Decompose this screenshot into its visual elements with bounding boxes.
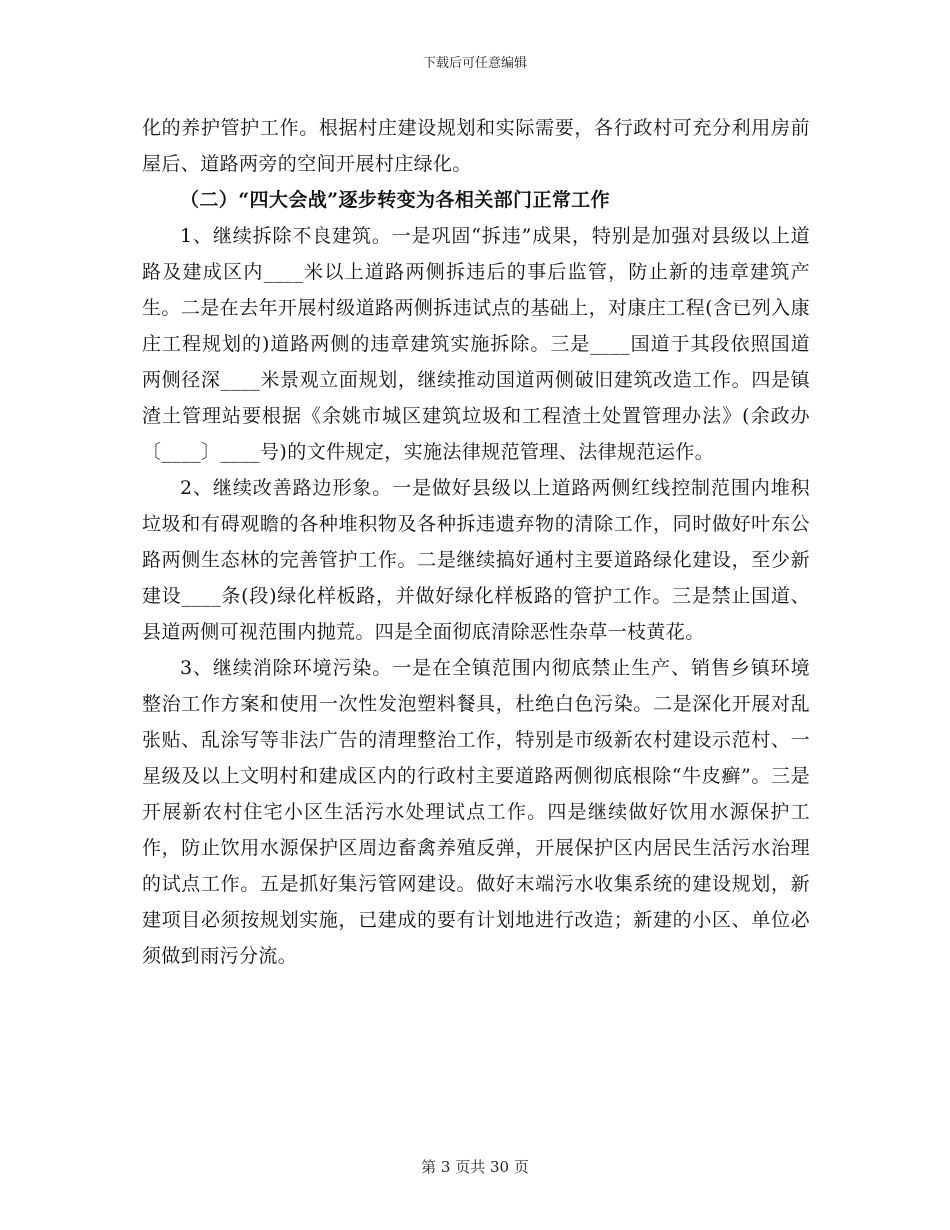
document-body — [142, 110, 810, 974]
paragraph-1: 1、继续拆除不良建筑。一是巩固“拆违”成果，特别是加强对县级以上道路及建成区内____米以上道路两侧拆违后的事后监管，防止新的违章建筑产生。二是在去年开展村级道路两侧拆违试点的基础上，对康庄工程(含已列入康庄工程规划的)道路两侧的违章建筑实施拆除。三是____国道于其段依照国道两侧径深____米景观立面规划，继续推动国道两侧破旧建筑改造工作。四是镇渣土管理站要根据《余姚市城区建筑垃圾和工程渣土处置管理办法》(余政办〔____〕____号)的文件规定，实施法律规范管理、法律规范运作。 — [142, 225, 810, 463]
page-footer: 第 3 页共 30 页 — [421, 1158, 529, 1176]
section-heading: （二）“四大会战”逐步转变为各相关部门正常工作 — [180, 189, 611, 211]
paragraph-3: 3、继续消除环境污染。一是在全镇范围内彻底禁止生产、销售乡镇环境整治工作方案和使用一次性发泡塑料餐具，杜绝白色污染。二是深化开展对乱张贴、乱涂写等非法广告的清理整治工作，特别是市级新农村建设示范村、一星级及以上文明村和建成区内的行政村主要道路两侧彻底根除“牛皮癣”。三是开展新农村住宅小区生活污水处理试点工作。四是继续做好饮用水源保护工作，防止饮用水源保护区周边畜禽养殖反弹，开展保护区内居民生活污水治理的试点工作。五是抓好集污管网建设。做好末端污水收集系统的建设规划，新建项目必须按规划实施，已建成的要有计划地进行改造；新建的小区、单位必须做到雨污分流。 — [142, 657, 810, 967]
page-header: 下载后可任意编辑 — [422, 56, 527, 71]
paragraph-2: 2、继续改善路边形象。一是做好县级以上道路两侧红线控制范围内堆积垃圾和有碍观瞻的各种堆积物及各种拆违遗弃物的清除工作，同时做好叶东公路两侧生态林的完善管护工作。二是继续搞好通村主要道路绿化建设，至少新建设____条(段)绿化样板路，并做好绿化样板路的管护工作。三是禁止国道、县道两侧可视范围内抛荒。四是全面彻底清除恶性杂草一枝黄花。 — [142, 477, 810, 643]
paragraph-continued: 化的养护管护工作。根据村庄建设规划和实际需要，各行政村可充分利用房前屋后、道路两旁的空间开展村庄绿化。 — [142, 117, 810, 175]
